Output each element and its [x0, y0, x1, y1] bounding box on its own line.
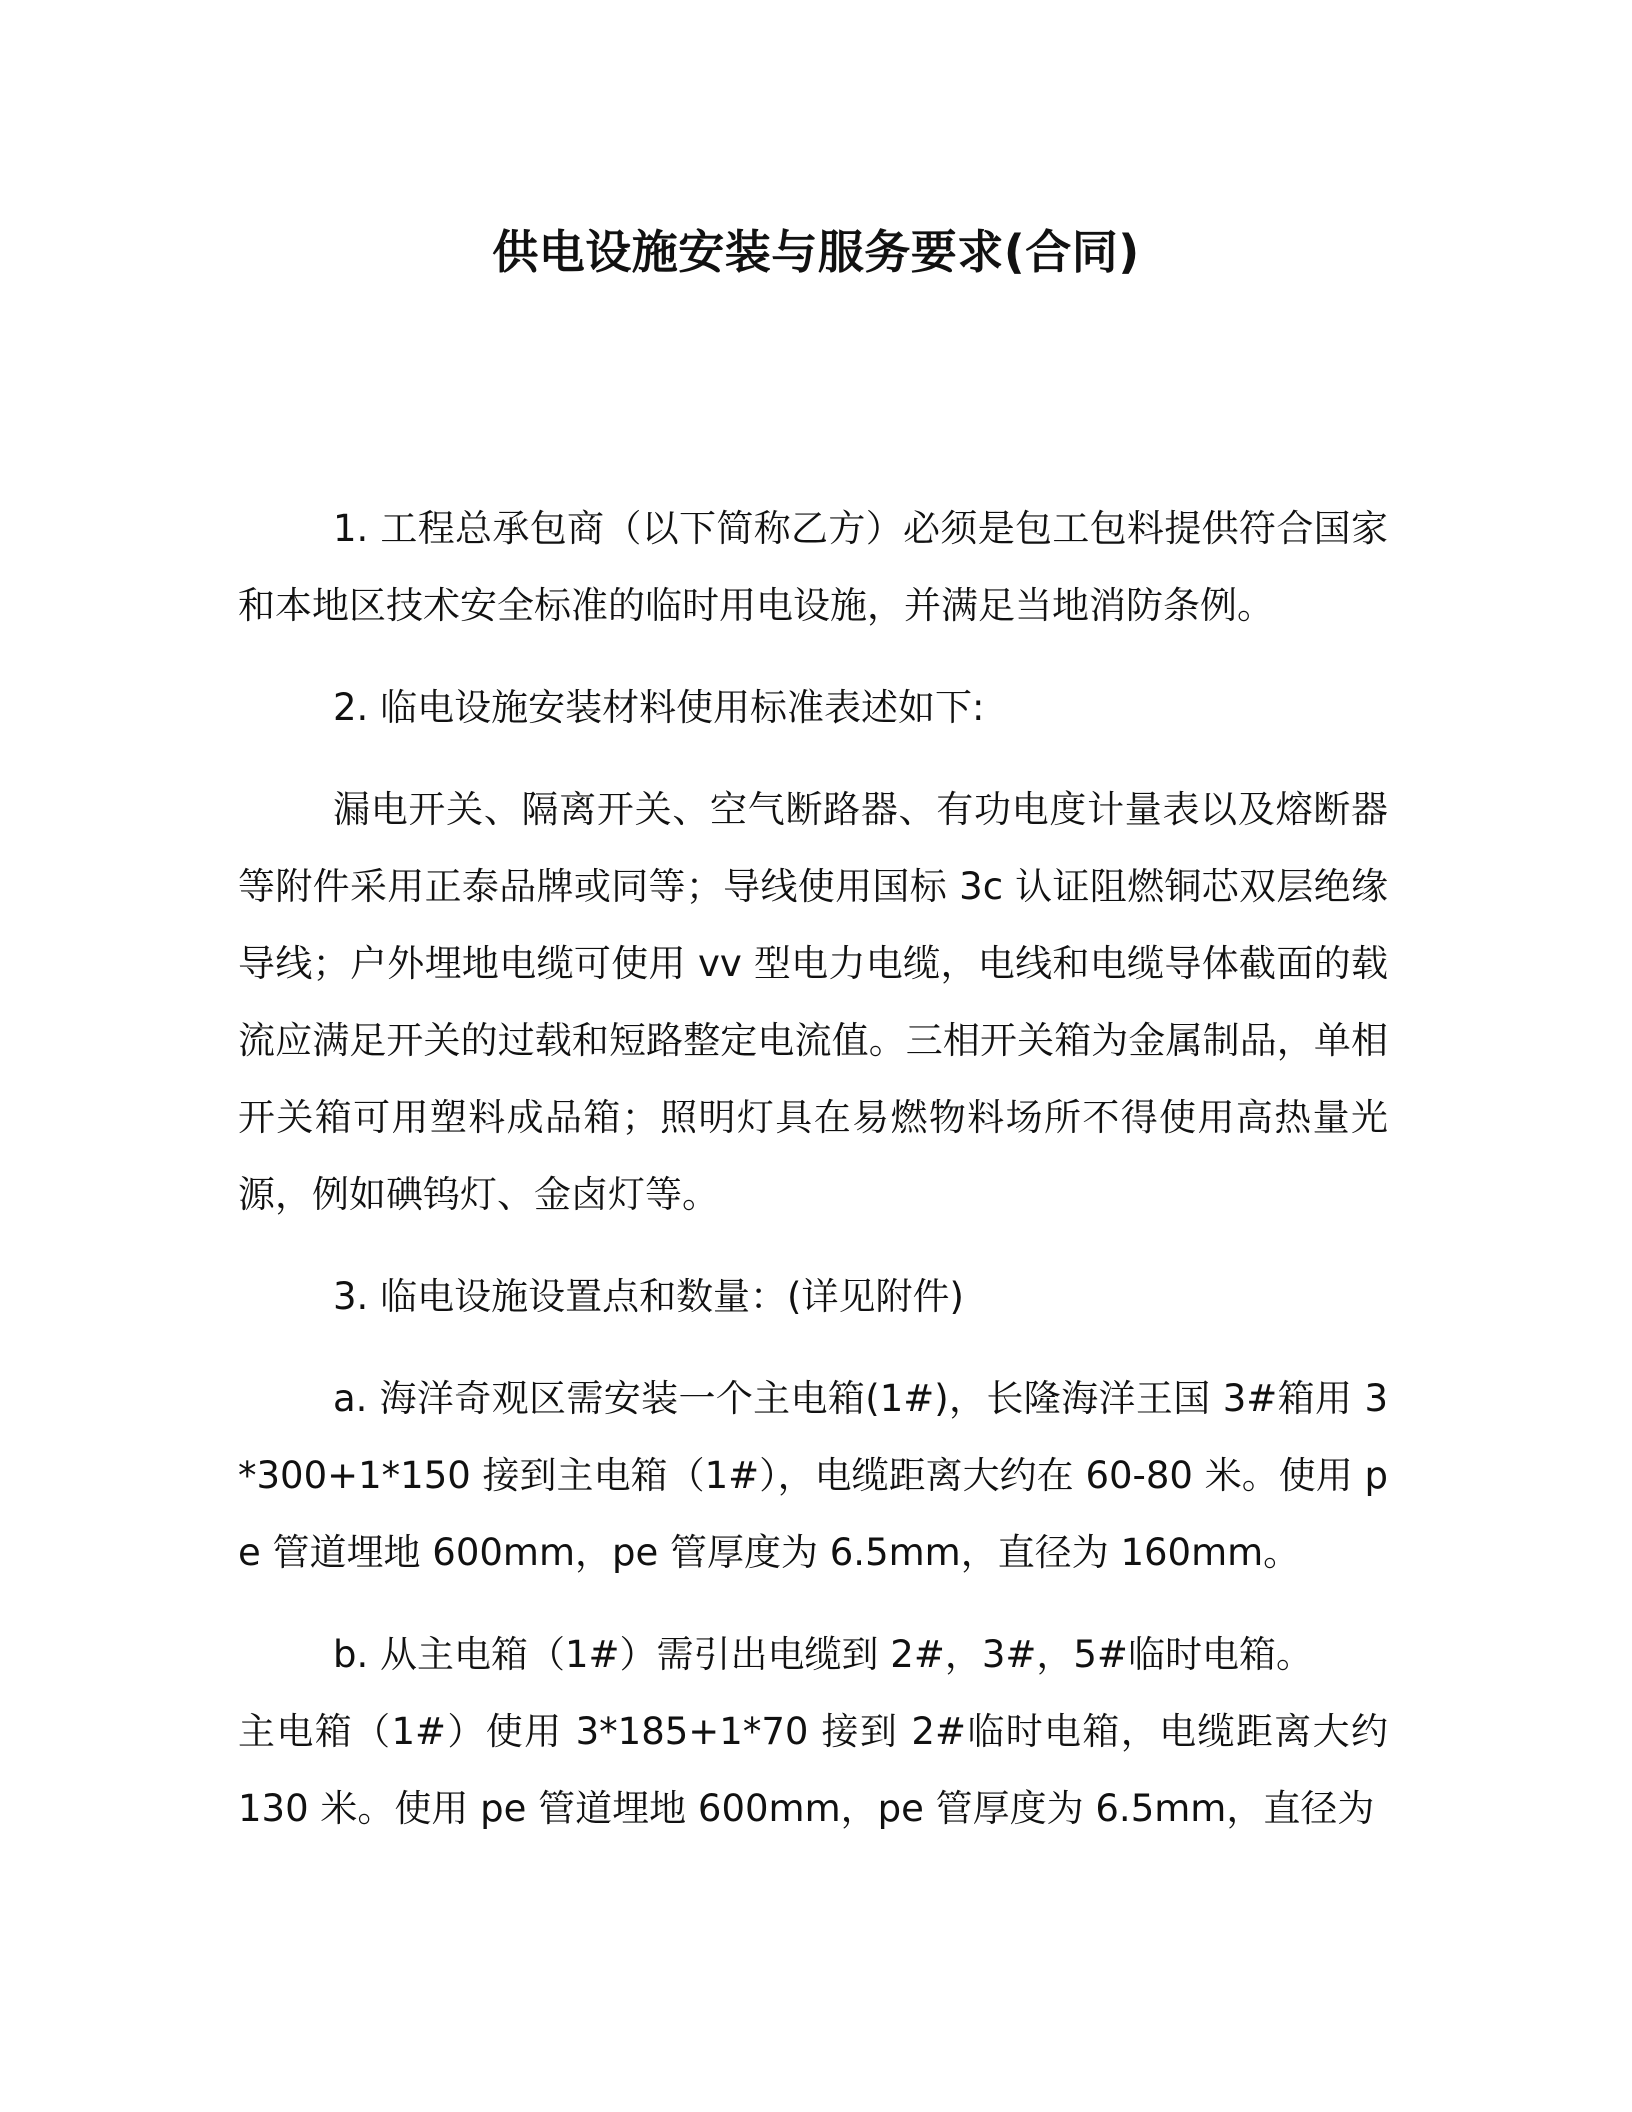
- paragraph-3: 漏电开关、隔离开关、空气断路器、有功电度计量表以及熔断器等附件采用正泰品牌或同等；导线使用国标 3c 认证阻燃铜芯双层绝缘导线；户外埋地电缆可使用 vv 型电力电缆，电线和电缆导体截面的载流应满足开关的过载和短路整定电流值。三相开关箱为金属制品，单相开关箱可用塑料成品箱；照明灯具在易燃物料场所不得使用高热量光源，例如碘钨灯、金卤灯等。: [238, 788, 1388, 1216]
- paragraph-2: 2. 临电设施安装材料使用标准表述如下:: [333, 686, 985, 729]
- paragraph-5: a. 海洋奇观区需安装一个主电箱(1#)，长隆海洋王国 3#箱用 3*300+1*150 接到主电箱（1#），电缆距离大约在 60-80 米。使用 pe 管道埋地 600mm，pe 管厚度为 6.5mm，直径为 160mm。: [238, 1377, 1388, 1574]
- paragraph-1: 1. 工程总承包商（以下简称乙方）必须是包工包料提供符合国家和本地区技术安全标准的临时用电设施，并满足当地消防条例。: [238, 507, 1388, 627]
- document-title: 供电设施安装与服务要求(合同): [492, 225, 1140, 279]
- document-body: [238, 490, 1388, 1872]
- paragraph-4: 3. 临电设施设置点和数量：(详见附件): [333, 1275, 964, 1318]
- paragraph-6: b. 从主电箱（1#）需引出电缆到 2#，3#，5#临时电箱。: [333, 1633, 1313, 1676]
- paragraph-7: 主电箱（1#）使用 3*185+1*70 接到 2#临时电箱，电缆距离大约 130 米。使用 pe 管道埋地 600mm，pe 管厚度为 6.5mm，直径为: [238, 1710, 1388, 1830]
